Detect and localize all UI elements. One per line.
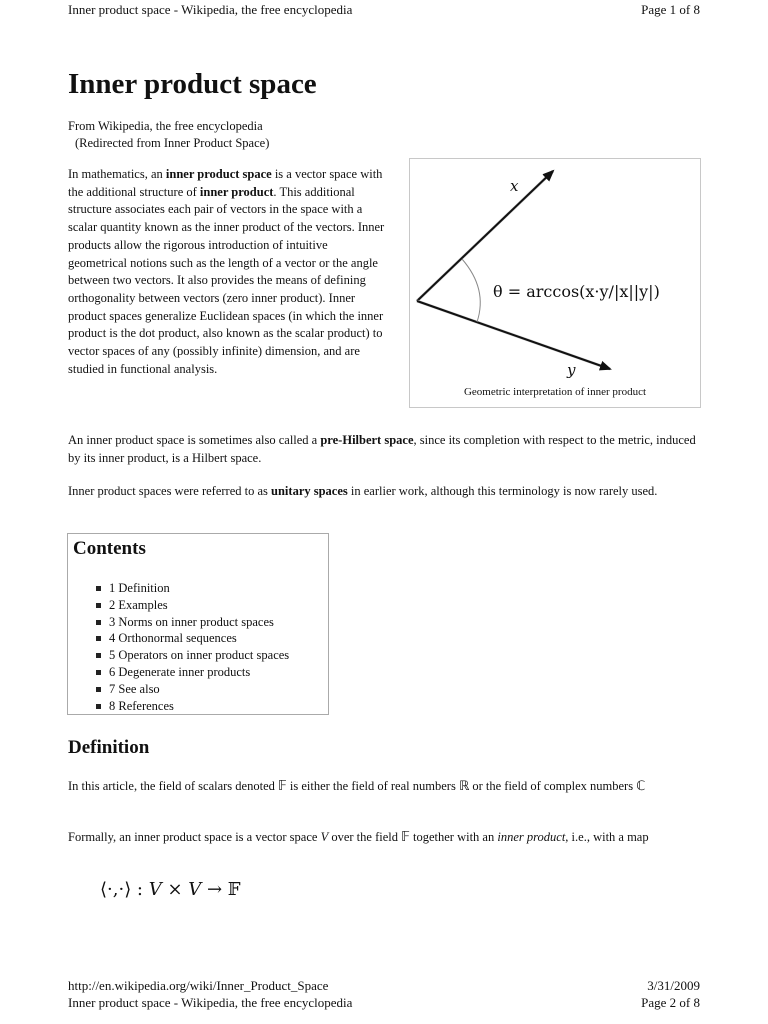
toc-item-norms[interactable]: 3 Norms on inner product spaces — [96, 614, 289, 631]
field-f-symbol-2: 𝔽 — [401, 830, 410, 845]
def2-text-4: , i.e., with a map — [565, 830, 649, 844]
intro-paragraph — [68, 166, 388, 378]
toc-item-examples[interactable]: 2 Examples — [96, 597, 289, 614]
inner-product-map-formula — [100, 878, 241, 902]
formula-times: × — [161, 879, 189, 900]
def1-text-3: or the field of complex numbers — [469, 779, 637, 793]
theta-formula: θ = arccos(x·y/|x||y|) — [493, 282, 660, 301]
intro-text-1: In mathematics, an — [68, 167, 166, 181]
def1-text-2: is either the field of real numbers — [286, 779, 459, 793]
toc-item-operators[interactable]: 5 Operators on inner product spaces — [96, 647, 289, 664]
def1-text-1: In this article, the field of scalars denoted — [68, 779, 278, 793]
vector-angle-diagram — [410, 159, 700, 384]
inner-product-space-term: inner product space — [165, 167, 272, 181]
angle-arc — [462, 259, 480, 322]
reals-symbol: ℝ — [458, 779, 470, 794]
intro-text-2: is a vector space with the additional structure of — [68, 167, 383, 199]
intro-text-3: . This additional structure associates each pair of vectors in the space with a scalar quantity known as the inner product of the vectors. Inner products allow the rigorous introduction of intuitive geometrical notions such as the length of a vector or the angle between two vectors. It also provides the means of defining orthogonality between vectors (zero inner product). Inner product spaces generalize Euclidean spaces (in which the inner product is the dot product, also known as the scalar product) to vector spaces of any (possibly infinite) dimension, and are studied in functional analysis. — [68, 184, 385, 376]
vector-y-arrow — [417, 301, 610, 369]
toc-title: Contents — [73, 538, 146, 559]
unitary-paragraph — [68, 483, 708, 501]
prehilbert-text-1: An inner product space is sometimes also called a — [68, 433, 321, 447]
figure-caption: Geometric interpretation of inner product — [463, 386, 647, 398]
next-header-page-label: Page 2 of 8 — [641, 995, 700, 1010]
next-header-doc-title: Inner product space - Wikipedia, the free encyclopedia — [68, 995, 353, 1010]
formula-bracket: ⟨·,·⟩ : — [100, 879, 149, 900]
label-x: x — [510, 177, 519, 195]
def2-text-1: Formally, an inner product space is a vector space — [68, 830, 321, 844]
toc-item-orthonormal-sequences[interactable]: 4 Orthonormal sequences — [96, 630, 289, 647]
definition-paragraph-2 — [68, 829, 708, 847]
table-of-contents — [67, 533, 329, 715]
pre-hilbert-space-term: pre-Hilbert space — [320, 433, 414, 447]
unitary-text-2: in earlier work, although this terminology is now rarely used. — [347, 484, 658, 498]
formula-v2: V — [188, 879, 202, 900]
page-header — [68, 2, 700, 17]
unitary-text-1: Inner product spaces were referred to as — [68, 484, 272, 498]
definition-heading: Definition — [68, 737, 150, 758]
toc-item-definition[interactable]: 1 Definition — [96, 580, 289, 597]
prehilbert-text-2: , since its completion with respect to the metric, induced by its inner product, is a Hilbert space. — [68, 433, 696, 465]
footer-url: http://en.wikipedia.org/wiki/Inner_Product_Space — [68, 978, 329, 993]
field-f-symbol: 𝔽 — [278, 779, 287, 794]
def2-text-3: together with an — [409, 830, 498, 844]
toc-list — [96, 580, 289, 714]
toc-item-references[interactable]: 8 References — [96, 698, 289, 715]
inner-product-link[interactable]: inner product — [199, 184, 274, 199]
next-page-header — [68, 995, 700, 1010]
redirect-link[interactable]: (Redirected from Inner Product Space) — [75, 136, 270, 150]
page-title: Inner product space — [68, 68, 317, 100]
header-doc-title: Inner product space - Wikipedia, the free encyclopedia — [68, 2, 353, 17]
toc-item-see-also[interactable]: 7 See also — [96, 681, 289, 698]
from-line — [68, 118, 269, 152]
footer-date: 3/31/2009 — [647, 978, 700, 993]
toc-item-degenerate[interactable]: 6 Degenerate inner products — [96, 664, 289, 681]
inner-product-italic: inner product — [497, 830, 566, 844]
from-wikipedia-text: From Wikipedia, the free encyclopedia — [68, 119, 263, 133]
formula-v1: V — [148, 879, 162, 900]
def2-text-2: over the field — [328, 830, 402, 844]
prehilbert-paragraph — [68, 432, 708, 467]
header-page-label: Page 1 of 8 — [641, 2, 700, 17]
vector-space-v: V — [320, 830, 329, 844]
complex-symbol: ℂ — [636, 779, 646, 794]
formula-arrow: → 𝔽 — [201, 879, 241, 900]
definition-paragraph-1 — [68, 778, 708, 796]
page-footer — [68, 978, 700, 993]
inner-product-figure — [409, 158, 701, 408]
label-y: y — [567, 361, 576, 379]
unitary-spaces-term: unitary spaces — [271, 484, 348, 498]
